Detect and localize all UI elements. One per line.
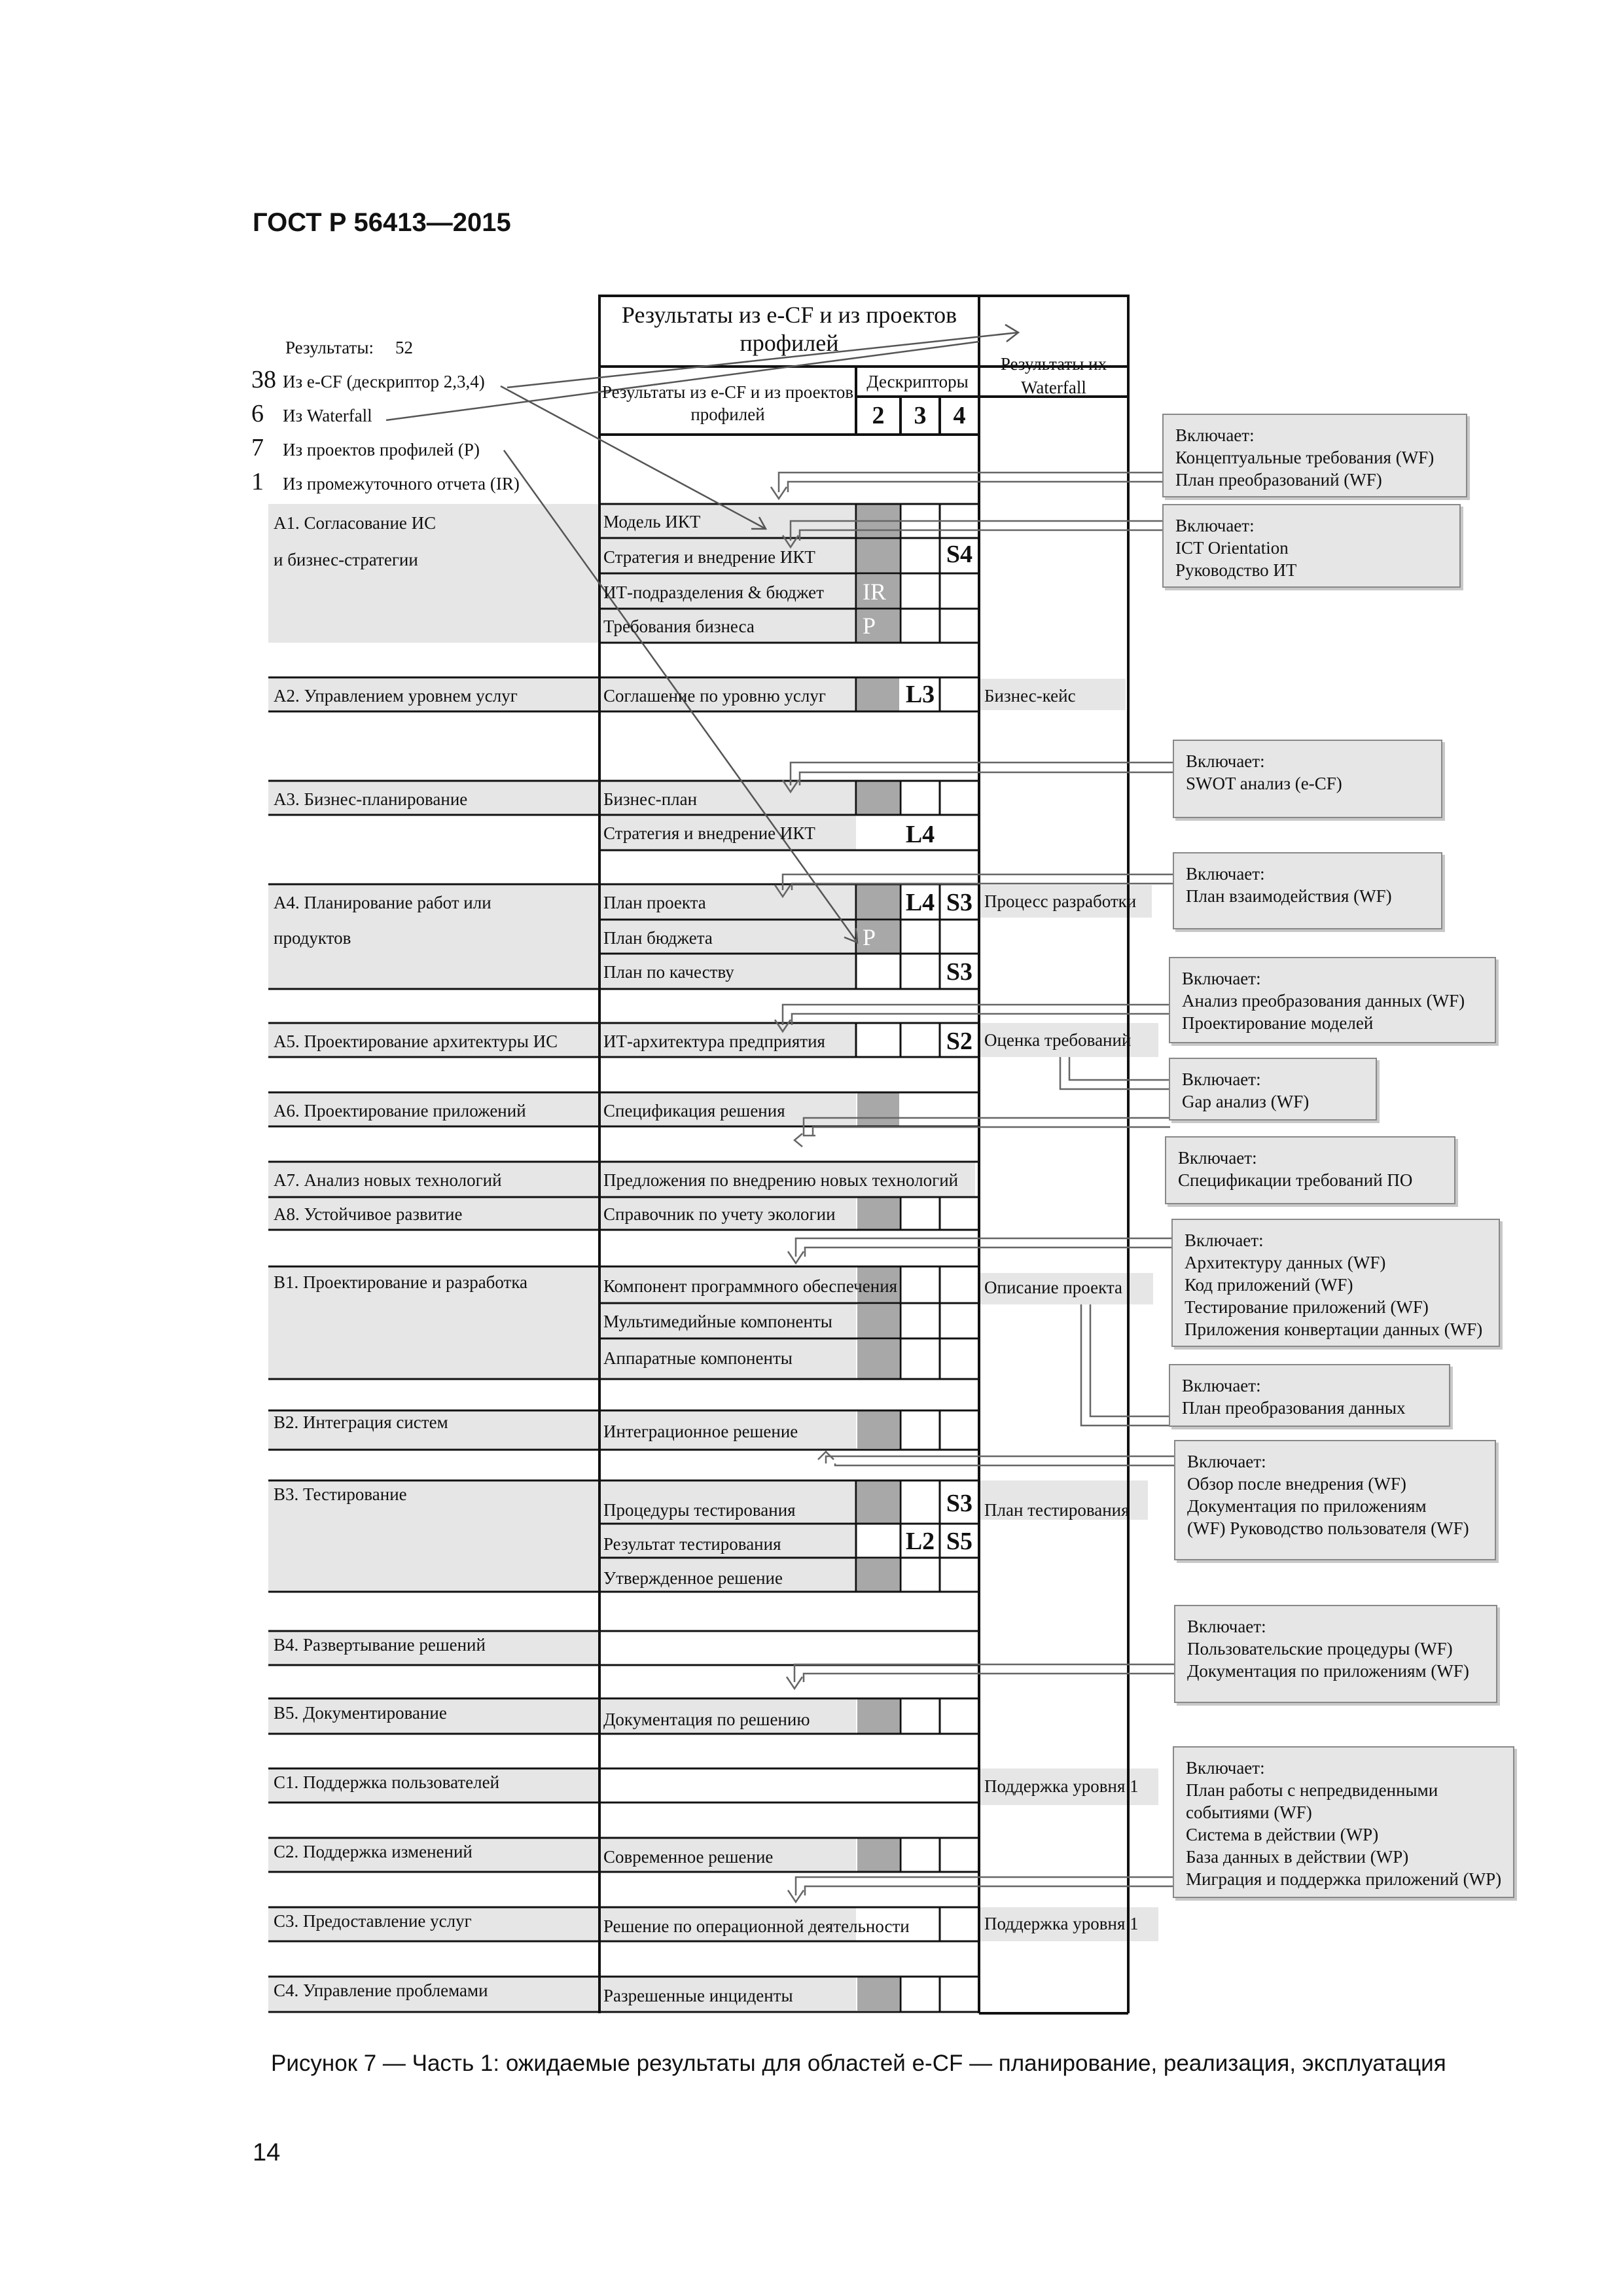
- table-sub-header: Результаты из e-CF и из проектов профилей: [601, 382, 854, 424]
- callout-10: [1174, 1440, 1496, 1560]
- callout-5-line-2: Проектирование моделей: [1182, 1013, 1374, 1033]
- level-b3-s3: S3: [946, 1490, 973, 1517]
- area-a7: A7. Анализ новых технологий: [274, 1170, 502, 1190]
- area-a1-cont: и бизнес-стратегии: [274, 550, 418, 569]
- level-a5-s2: S2: [946, 1028, 973, 1055]
- deliv-b2-1: Интеграционное решение: [603, 1422, 798, 1441]
- callout-9-line-1: План преобразования данных: [1182, 1398, 1406, 1418]
- deliv-a1-4: Требования бизнеса: [603, 617, 755, 636]
- callout-8-line-3: Тестирование приложений (WF): [1185, 1297, 1429, 1317]
- callout-12-line-3: Система в действии (WP): [1186, 1825, 1379, 1844]
- wf-c3: Поддержка уровня 1: [984, 1914, 1139, 1933]
- deliv-b5-1: Документация по решению: [603, 1710, 810, 1729]
- area-a1: A1. Согласование ИС: [274, 513, 437, 533]
- descriptor-4: 4: [953, 402, 966, 429]
- marker-p-a1: P: [863, 613, 876, 639]
- deliv-b1-1: Компонент программного обеспечения: [603, 1276, 898, 1296]
- area-a6: A6. Проектирование приложений: [274, 1101, 526, 1121]
- deliv-a4-2: План бюджета: [603, 928, 713, 948]
- deliv-a4-3: План по качеству: [603, 962, 734, 982]
- summary-label-1: Из e-CF (дескриптор 2,3,4): [283, 372, 485, 391]
- deliv-a8-1: Справочник по учету экологии: [603, 1204, 836, 1224]
- results-label: Результаты:: [285, 338, 374, 357]
- callout-3-title: Включает:: [1186, 751, 1265, 771]
- callout-1-line-2: План преобразований (WF): [1175, 470, 1382, 490]
- callout-11-line-2: Документация по приложениям (WF): [1187, 1661, 1469, 1681]
- area-b4: B4. Развертывание решений: [274, 1635, 486, 1655]
- deliv-a4-1: План проекта: [603, 893, 706, 912]
- callout-8-line-4: Приложения конвертации данных (WF): [1185, 1319, 1483, 1339]
- marker-ir: IR: [863, 579, 886, 605]
- area-a5: A5. Проектирование архитектуры ИС: [274, 1031, 558, 1051]
- deliv-a3-1: Бизнес-план: [603, 789, 698, 809]
- callout-9: [1169, 1364, 1450, 1427]
- callout-2-line-1: ICT Orientation: [1175, 538, 1289, 558]
- callout-5: [1169, 957, 1496, 1043]
- deliv-a2-1: Соглашение по уровню услуг: [603, 686, 826, 706]
- waterfall-header: Результаты их Waterfall: [1000, 354, 1107, 397]
- deliv-a1-1: Модель ИКТ: [603, 512, 701, 531]
- level-a3-l4: L4: [905, 821, 935, 848]
- level-b3-l2: L2: [905, 1528, 935, 1555]
- level-b3-s5: S5: [946, 1528, 973, 1555]
- callout-4-line-1: План взаимодействия (WF): [1186, 886, 1392, 906]
- deliv-a1-2: Стратегия и внедрение ИКТ: [603, 547, 815, 567]
- deliv-a7-1: Предложения по внедрению новых технологий: [603, 1170, 959, 1190]
- deliv-b3-2: Результат тестирования: [603, 1534, 781, 1554]
- deliv-c4-1: Разрешенные инциденты: [603, 1986, 793, 2005]
- callout-11-title: Включает:: [1187, 1617, 1266, 1636]
- callout-2-line-2: Руководство ИТ: [1175, 560, 1297, 580]
- area-a3: A3. Бизнес-планирование: [274, 789, 468, 809]
- callout-8-line-2: Код приложений (WF): [1185, 1275, 1353, 1295]
- deliv-b1-3: Аппаратные компоненты: [603, 1348, 793, 1368]
- callout-12-line-2: событиями (WF): [1186, 1803, 1312, 1822]
- callout-7-title: Включает:: [1178, 1148, 1257, 1168]
- deliv-b3-1: Процедуры тестирования: [603, 1500, 796, 1520]
- callout-6-line-1: Gap анализ (WF): [1182, 1092, 1310, 1111]
- document-header: ГОСТ Р 56413—2015: [253, 208, 511, 237]
- area-b3: B3. Тестирование: [274, 1484, 407, 1504]
- wf-b3: План тестирования: [984, 1500, 1130, 1520]
- callout-10-line-3: (WF) Руководство пользователя (WF): [1187, 1518, 1469, 1538]
- callout-1: [1162, 414, 1467, 497]
- area-a2: A2. Управлением уровнем услуг: [274, 686, 518, 706]
- deliv-b3-3: Утвержденное решение: [603, 1568, 783, 1588]
- deliv-b1-2: Мультимедийные компоненты: [603, 1312, 832, 1331]
- callout-6: [1169, 1058, 1377, 1121]
- wf-b1: Описание проекта: [984, 1278, 1122, 1297]
- level-a1-s4: S4: [946, 541, 973, 568]
- area-a4: A4. Планирование работ или: [274, 893, 491, 912]
- area-b5: B5. Документирование: [274, 1703, 447, 1723]
- callout-4: [1173, 852, 1442, 929]
- deliv-a5-1: ИТ-архитектура предприятия: [603, 1031, 825, 1051]
- level-a4-l4: L4: [905, 889, 935, 916]
- callout-10-line-2: Документация по приложениям: [1187, 1496, 1427, 1516]
- callout-4-title: Включает:: [1186, 864, 1265, 884]
- descriptors-header: Дескрипторы: [866, 372, 969, 391]
- page-number: 14: [253, 2139, 281, 2166]
- wf-c1: Поддержка уровня 1: [984, 1776, 1139, 1796]
- callout-10-line-1: Обзор после внедрения (WF): [1187, 1474, 1406, 1494]
- wf-a5: Оценка требований: [984, 1030, 1132, 1050]
- callout-12: [1173, 1746, 1514, 1898]
- level-a2-l3: L3: [905, 681, 935, 708]
- summary-num-1: 38: [251, 366, 276, 393]
- area-c3: C3. Предоставление услуг: [274, 1911, 472, 1931]
- area-a8: A8. Устойчивое развитие: [274, 1204, 463, 1224]
- summary-num-2: 6: [251, 400, 264, 427]
- deliv-c3-1: Решение по операционной деятельности: [603, 1916, 910, 1936]
- deliv-a1-3: ИТ-подразделения & бюджет: [603, 583, 824, 602]
- table-main-header: Результаты из e-CF и из проектов профилей: [621, 302, 957, 357]
- area-c4: C4. Управление проблемами: [274, 1981, 488, 2000]
- callout-3: [1173, 740, 1442, 818]
- callout-12-line-5: Миграция и поддержка приложений (WP): [1186, 1869, 1502, 1889]
- callout-1-title: Включает:: [1175, 425, 1255, 445]
- summary-label-4: Из промежуточного отчета (IR): [283, 474, 520, 493]
- callout-12-line-4: База данных в действии (WP): [1186, 1847, 1409, 1867]
- callout-8-title: Включает:: [1185, 1230, 1264, 1250]
- area-c2: C2. Поддержка изменений: [274, 1842, 473, 1861]
- callout-7-line-1: Спецификации требований ПО: [1178, 1170, 1413, 1190]
- summary-num-4: 1: [251, 468, 264, 495]
- callout-8: [1171, 1219, 1500, 1347]
- callout-11: [1174, 1605, 1497, 1703]
- area-b1: B1. Проектирование и разработка: [274, 1272, 528, 1292]
- deliv-a3-2: Стратегия и внедрение ИКТ: [603, 823, 815, 843]
- callout-8-line-1: Архитектуру данных (WF): [1185, 1253, 1386, 1272]
- callout-1-line-1: Концептуальные требования (WF): [1175, 448, 1435, 467]
- callout-9-title: Включает:: [1182, 1376, 1261, 1395]
- callout-3-line-1: SWOT анализ (e-CF): [1186, 774, 1342, 793]
- callout-5-line-1: Анализ преобразования данных (WF): [1182, 991, 1465, 1011]
- summary-label-3: Из проектов профилей (P): [283, 440, 480, 459]
- summary-label-2: Из Waterfall: [283, 406, 372, 425]
- wf-a4: Процесс разработки: [984, 891, 1137, 911]
- figure-caption: Рисунок 7 — Часть 1: ожидаемые результаты для областей e-CF — планирование, реализация, эксплуатация: [271, 2051, 1446, 2076]
- callout-7: [1165, 1136, 1455, 1204]
- callout-2: [1162, 504, 1461, 588]
- level-a4-s3: S3: [946, 889, 973, 916]
- callout-12-title: Включает:: [1186, 1758, 1265, 1778]
- descriptor-3: 3: [914, 402, 927, 429]
- callout-5-title: Включает:: [1182, 969, 1261, 988]
- callout-11-line-1: Пользовательские процедуры (WF): [1187, 1639, 1453, 1659]
- results-value: 52: [395, 338, 413, 357]
- callout-12-line-1: План работы с непредвиденными: [1186, 1780, 1438, 1800]
- level-a4-s3b: S3: [946, 958, 973, 986]
- area-c1: C1. Поддержка пользователей: [274, 1772, 500, 1792]
- marker-p-a4: P: [863, 924, 876, 950]
- wf-a2: Бизнес-кейс: [984, 686, 1076, 706]
- callout-10-title: Включает:: [1187, 1452, 1266, 1471]
- area-b2: B2. Интеграция систем: [274, 1412, 448, 1432]
- descriptor-2: 2: [872, 402, 885, 429]
- callout-6-title: Включает:: [1182, 1069, 1261, 1089]
- area-a4-cont: продуктов: [274, 928, 351, 948]
- deliv-a6-1: Спецификация решения: [603, 1101, 785, 1121]
- summary-num-3: 7: [251, 434, 264, 461]
- deliv-c2-1: Современное решение: [603, 1847, 774, 1867]
- callout-2-title: Включает:: [1175, 516, 1255, 535]
